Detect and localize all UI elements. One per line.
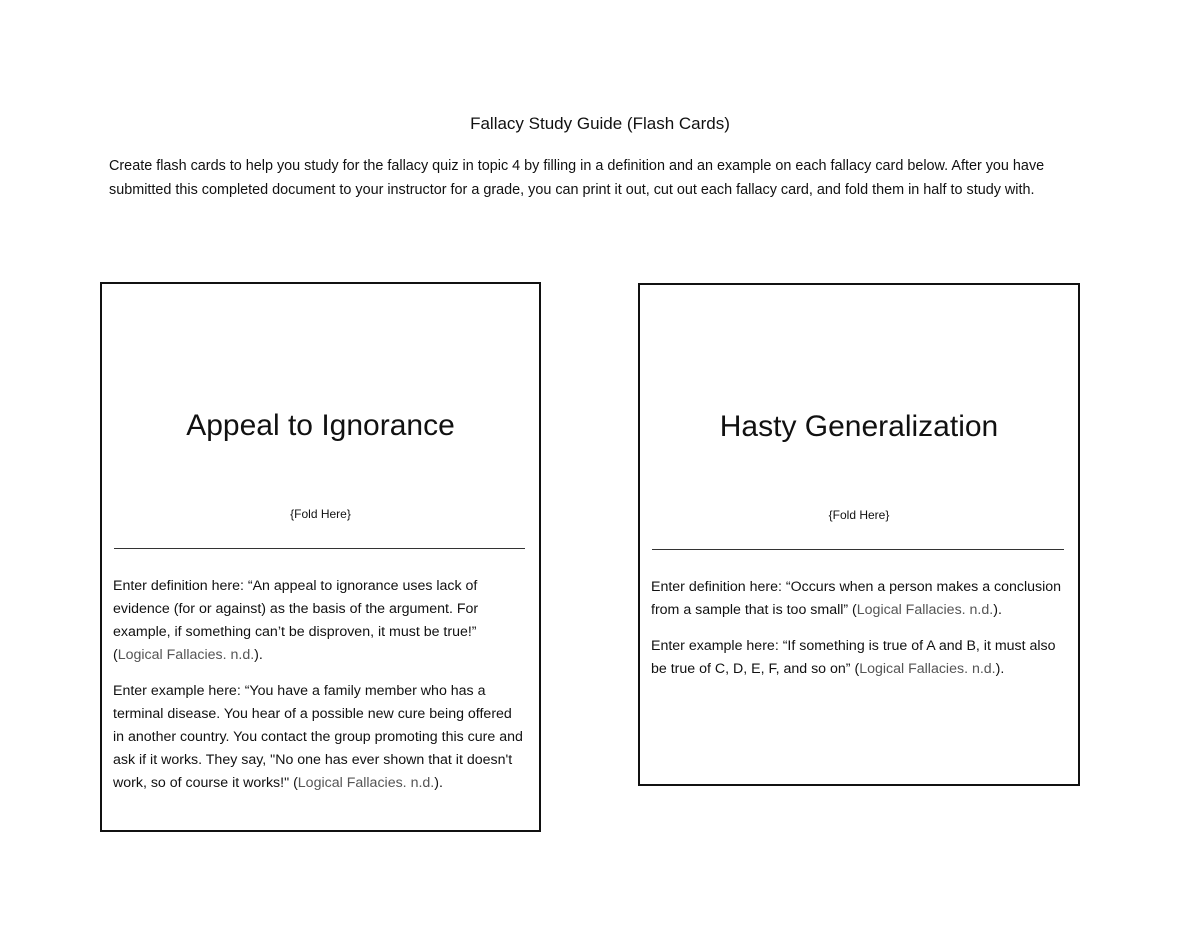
fold-label: {Fold Here} — [828, 508, 890, 522]
fold-label: {Fold Here} — [290, 507, 351, 521]
page-title: Fallacy Study Guide (Flash Cards) — [470, 114, 730, 133]
definition-end: ). — [993, 602, 1002, 618]
definition-end: ). — [254, 647, 263, 663]
card-body — [113, 575, 525, 808]
example-paragraph — [651, 635, 1064, 681]
definition-paragraph — [651, 576, 1064, 622]
fold-line — [114, 548, 525, 549]
example-end: ). — [434, 775, 443, 791]
card-title: Hasty Generalization — [719, 410, 999, 443]
definition-citation: Logical Fallacies. n.d. — [856, 602, 994, 618]
instructions-paragraph: Create flash cards to help you study for the fallacy quiz in topic 4 by filling in a definition and an example on each fallacy card below. After you have submitted this completed document to your instructor for a grade, you can print it out, cut out each fallacy card, and fold them in half to study with. — [109, 158, 1045, 198]
example-citation: Logical Fallacies. n.d. — [297, 775, 435, 791]
fold-line — [652, 549, 1064, 550]
definition-text: Enter definition here: “An appeal to ignorance uses lack of evidence (for or against) as the basis of the argument. For example, if something can’t be disproven, it must be true!” ( — [113, 578, 479, 663]
definition-text: Enter definition here: “Occurs when a person makes a conclusion from a sample that is too small” ( — [651, 579, 1062, 618]
example-end: ). — [995, 661, 1005, 677]
definition-citation: Logical Fallacies. n.d. — [117, 647, 255, 663]
example-paragraph — [113, 680, 525, 795]
card-title: Appeal to Ignorance — [186, 409, 455, 442]
example-citation: Logical Fallacies. n.d. — [859, 661, 996, 677]
flash-card-appeal-to-ignorance — [100, 282, 541, 832]
flash-card-hasty-generalization — [638, 283, 1080, 786]
card-body — [651, 576, 1064, 694]
example-text: Enter example here: “If something is true of A and B, it must also be true of C, D, E, F, and so on” ( — [651, 638, 1056, 677]
definition-paragraph — [113, 575, 525, 667]
example-text: Enter example here: “You have a family member who has a terminal disease. You hear of a possible new cure being offered in another country. You contact the group promoting this cure and ask if it works. They say, "No one has ever shown that it doesn't work, so of course it works!" ( — [113, 683, 523, 791]
